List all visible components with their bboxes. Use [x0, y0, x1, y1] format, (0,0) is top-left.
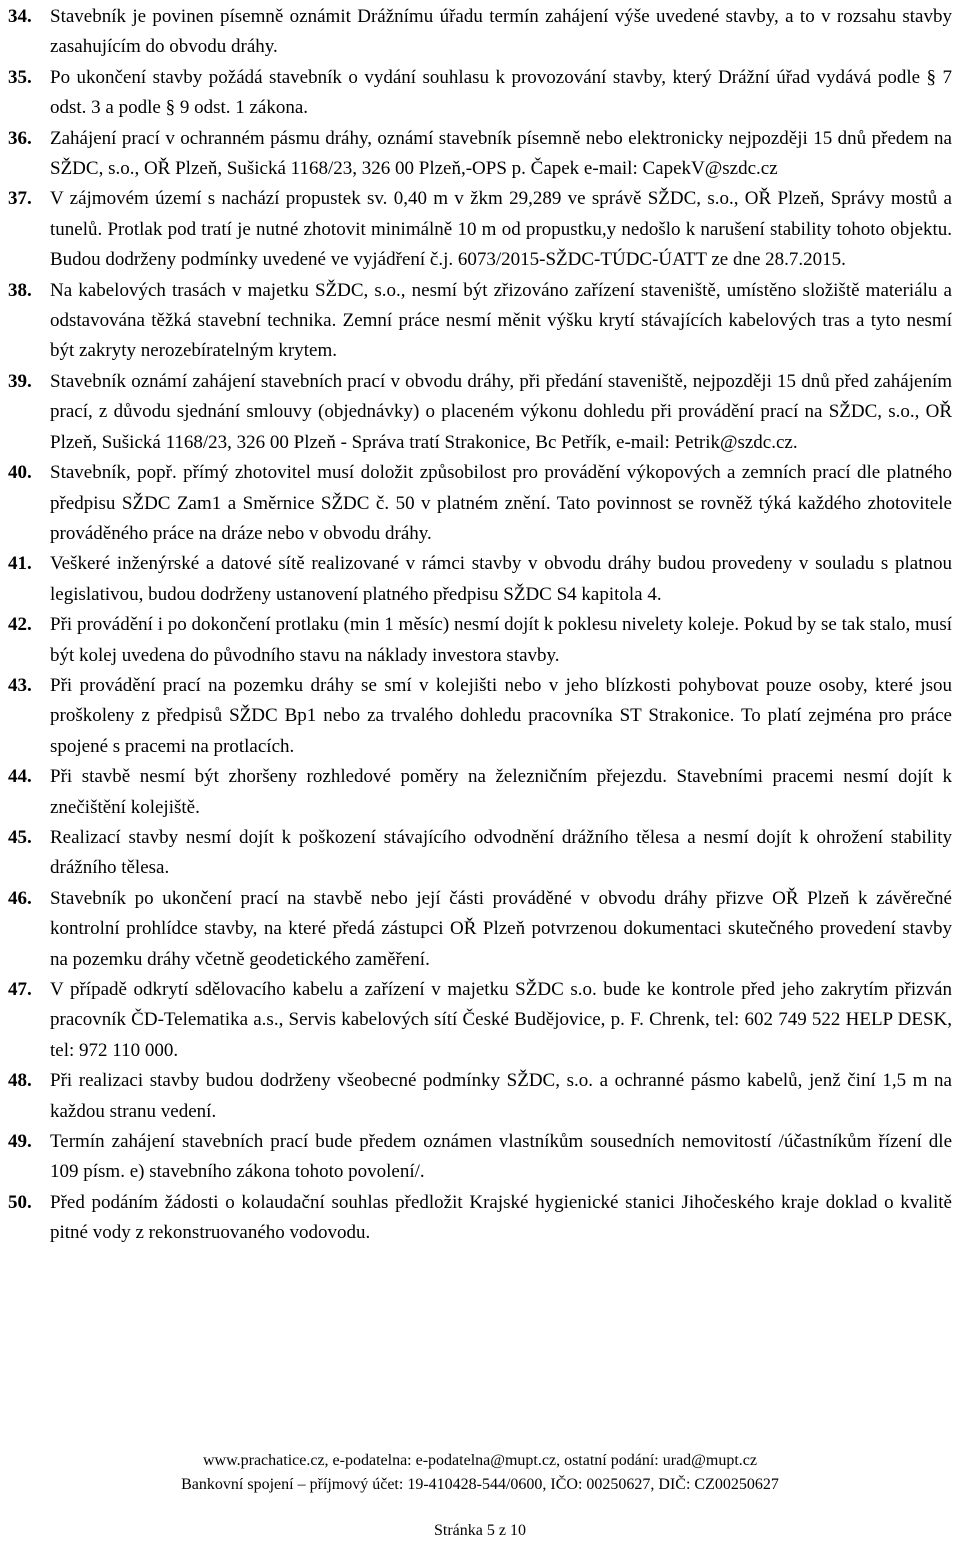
item-text: Realizací stavby nesmí dojít k poškození stávajícího odvodnění drážního tělesa a nesmí dojít k ohrožení stability drážního tělesa. [50, 826, 952, 879]
item-number: 48. [8, 1070, 32, 1092]
condition-item-39 [8, 367, 952, 458]
condition-item-48 [8, 1066, 952, 1127]
item-text: Stavebník oznámí zahájení stavebních prací v obvodu dráhy, při předání staveniště, nejpozději 15 dnů před zahájením prací, z důvodu sjednání smlouvy (objednávky) o placeném výkonu dohledu při provádění prací na SŽDC, s.o., OŘ Plzeň, Sušická 1168/23, 326 00 Plzeň - Správa tratí Strakonice, Bc Petřík, e-mail: Petrik@szdc.cz. [50, 370, 952, 453]
item-number: 36. [8, 127, 32, 149]
item-number: 38. [8, 279, 32, 301]
item-text: Při realizaci stavby budou dodrženy všeobecné podmínky SŽDC, s.o. a ochranné pásmo kabelů, jenž činí 1,5 m na každou stranu vedení. [50, 1070, 952, 1122]
item-number: 40. [8, 462, 32, 484]
item-number: 34. [8, 6, 32, 27]
item-text: V případě odkrytí sdělovacího kabelu a zařízení v majetku SŽDC s.o. bude ke kontrole před jeho zakrytím přizván pracovník ČD-Telematika a.s., Servis kabelových sítí České Budějovice, p. F. Chrenk, tel: 602 749 522 HELP DESK, tel: 972 110 000. [50, 979, 952, 1061]
item-number: 47. [8, 979, 32, 1000]
item-number: 43. [8, 674, 32, 696]
item-text: Veškeré inženýrské a datové sítě realizované v rámci stavby v obvodu dráhy budou provedeny v souladu s platnou legislativou, budou dodrženy ustanovení platného předpisu SŽDC S4 kapitola 4. [50, 553, 952, 605]
item-number: 35. [8, 66, 32, 88]
page-footer [0, 1449, 960, 1497]
item-text: Před podáním žádosti o kolaudační souhlas předložit Krajské hygienické stanici Jihočeského kraje doklad o kvalitě pitné vody z rekonstruovaného vodovodu. [50, 1191, 952, 1244]
footer-bank-line: Bankovní spojení – příjmový účet: 19-410428-544/0600, IČO: 00250627, DIČ: CZ00250627 [181, 1476, 779, 1493]
item-text: Při provádění i po dokončení protlaku (min 1 měsíc) nesmí dojít k poklesu nivelety koleje. Pokud by se tak stalo, musí být kolej uvedena do původního stavu na náklady investora stavby. [50, 614, 952, 666]
condition-item-35 [8, 63, 952, 124]
footer-contact-line: www.prachatice.cz, e-podatelna: e-podatelna@mupt.cz, ostatní podání: urad@mupt.cz [203, 1452, 757, 1469]
document-body [8, 2, 952, 1249]
condition-item-44 [8, 762, 952, 823]
item-text: Po ukončení stavby požádá stavebník o vydání souhlasu k provozování stavby, který Drážní úřad vydává podle § 7 odst. 3 a podle § 9 odst. 1 zákona. [50, 66, 952, 119]
condition-item-41 [8, 549, 952, 610]
item-number: 39. [8, 370, 32, 392]
page-number: Stránka 5 z 10 [434, 1522, 526, 1539]
item-text: V zájmovém území s nachází propustek sv. 0,40 m v žkm 29,289 ve správě SŽDC, s.o., OŘ Plzeň, Správy mostů a tunelů. Protlak pod tratí je nutné zhotovit minimálně 10 m od propustku,y nedošlo k narušení stability tohoto objektu. Budou dodrženy podmínky uvedené ve vyjádření č.j. 6073/2015-SŽDC-TÚDC-ÚATT ze dne 28.7.2015. [50, 188, 952, 271]
item-number: 41. [8, 553, 32, 575]
condition-item-49 [8, 1127, 952, 1188]
item-number: 37. [8, 188, 32, 210]
item-number: 46. [8, 887, 32, 909]
condition-item-45 [8, 823, 952, 884]
condition-item-42 [8, 610, 952, 671]
condition-item-40 [8, 458, 952, 549]
item-number: 44. [8, 766, 32, 788]
item-text: Termín zahájení stavebních prací bude předem oznámen vlastníkům sousedních nemovitostí /účastníkům řízení dle 109 písm. e) stavebního zákona tohoto povolení/. [50, 1131, 952, 1183]
item-text: Při stavbě nesmí být zhoršeny rozhledové poměry na železničním přejezdu. Stavebními pracemi nesmí dojít k znečištění kolejiště. [50, 766, 952, 818]
item-text: Při provádění prací na pozemku dráhy se smí v kolejišti nebo v jeho blízkosti pohybovat pouze osoby, které jsou proškoleny z předpisů SŽDC Bp1 nebo za trvalého dohledu pracovníka ST Strakonice. To platí zejména pro práce spojené s pracemi na protlacích. [50, 674, 952, 757]
item-text: Stavebník je povinen písemně oznámit Drážnímu úřadu termín zahájení výše uvedené stavby, a to v rozsahu stavby zasahujícím do obvodu dráhy. [50, 6, 952, 58]
condition-item-38 [8, 276, 952, 367]
item-number: 45. [8, 826, 32, 848]
item-number: 49. [8, 1131, 32, 1153]
condition-item-46 [8, 884, 952, 975]
item-text: Stavebník, popř. přímý zhotovitel musí doložit způsobilost pro provádění výkopových a zemních prací dle platného předpisu SŽDC Zam1 a Směrnice SŽDC č. 50 v platném znění. Tato povinnost se rovněž týká každého zhotovitele prováděného práce na dráze nebo v obvodu dráhy. [50, 462, 952, 544]
item-number: 42. [8, 614, 32, 636]
item-text: Zahájení prací v ochranném pásmu dráhy, oznámí stavebník písemně nebo elektronicky nejpozději 15 dnů předem na SŽDC, s.o., OŘ Plzeň, Sušická 1168/23, 326 00 Plzeň,-OPS p. Čapek e-mail: CapekV@szdc.cz [50, 127, 952, 180]
condition-item-47 [8, 975, 952, 1066]
item-text: Stavebník po ukončení prací na stavbě nebo její části prováděné v obvodu dráhy přizve OŘ Plzeň k závěrečné kontrolní prohlídce stavby, na které předá zástupci OŘ Plzeň potvrzenou dokumentaci skutečného provedení stavby na pozemku dráhy včetně geodetického zaměření. [50, 887, 952, 970]
condition-item-50 [8, 1188, 952, 1249]
condition-item-37 [8, 184, 952, 275]
condition-item-34 [8, 2, 952, 63]
condition-item-43 [8, 671, 952, 762]
item-number: 50. [8, 1191, 32, 1213]
condition-item-36 [8, 124, 952, 185]
item-text: Na kabelových trasách v majetku SŽDC, s.o., nesmí být zřizováno zařízení staveniště, umístěno složiště materiálu a odstavována těžká stavební technika. Zemní práce nesmí měnit výšku krytí stávajících kabelových tras a tyto nesmí být zakryty nerozebíratelným krytem. [50, 279, 952, 362]
